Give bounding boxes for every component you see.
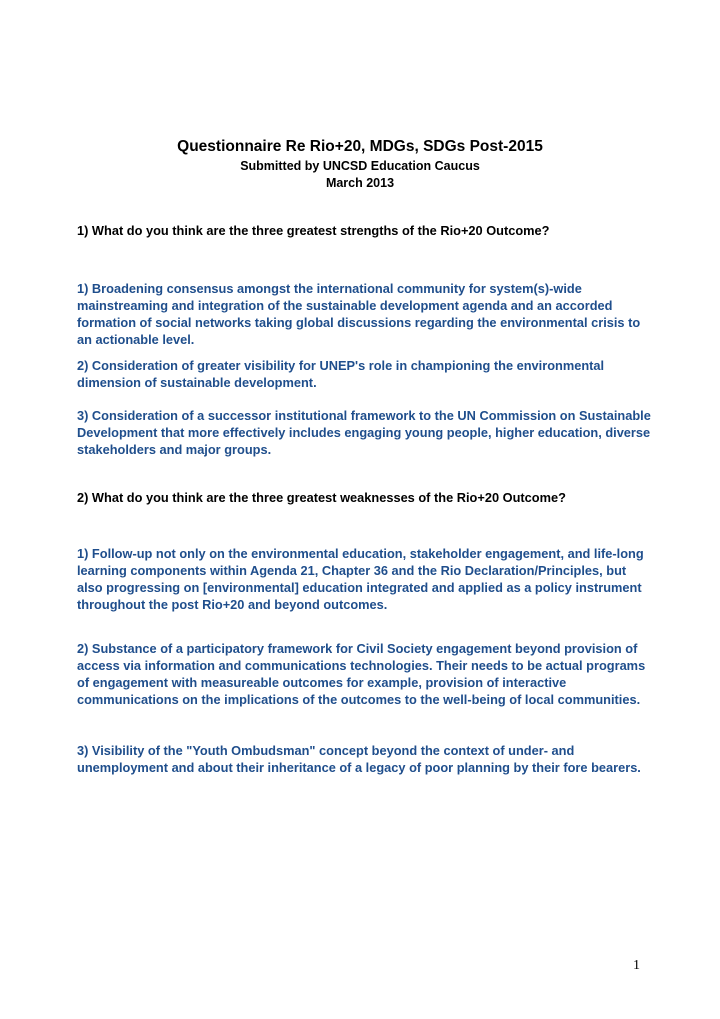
answer-2-2: 2) Substance of a participatory framework for Civil Society engagement beyond provision of access via information and communications technologies. Their needs to be actual programs of engagement with measureable outcomes for example, provision of interactive communications on the implications of the outcomes to the well-being of local communities. xyxy=(77,641,646,707)
question-2: 2) What do you think are the three greatest weaknesses of the Rio+20 Outcome? xyxy=(77,490,566,505)
answer-1-2: 2) Consideration of greater visibility for UNEP's role in championing the environmental dimension of sustainable development. xyxy=(77,358,605,390)
answer-1-1: 1) Broadening consensus amongst the international community for system(s)-wide mainstreaming and integration of the sustainable development agenda and an accorded formation of social networks taking global discussions regarding the environmental crisis to an actionable level. xyxy=(77,281,641,347)
question-1: 1) What do you think are the three greatest strengths of the Rio+20 Outcome? xyxy=(77,223,550,238)
page-number: 1 xyxy=(633,958,640,973)
submitted-by: Submitted by UNCSD Education Caucus xyxy=(240,159,480,173)
answer-1-3: 3) Consideration of a successor institutional framework to the UN Commission on Sustainable Development that more effectively includes engaging young people, higher education, diverse stakeholders and major groups. xyxy=(77,408,651,457)
document-title: Questionnaire Re Rio+20, MDGs, SDGs Post-2015 xyxy=(177,138,543,155)
document-date: March 2013 xyxy=(325,176,395,190)
answer-2-1: 1) Follow-up not only on the environmental education, stakeholder engagement, and life-long learning components within Agenda 21, Chapter 36 and the Rio Declaration/Principles, but also progressing on [environmental] education integrated and applied as a policy instrument throughout the post Rio+20 and beyond outcomes. xyxy=(77,546,644,612)
answer-2-3: 3) Visibility of the "Youth Ombudsman" concept beyond the context of under- and unemployment and about their inheritance of a legacy of poor planning by their fore bearers. xyxy=(77,743,641,775)
